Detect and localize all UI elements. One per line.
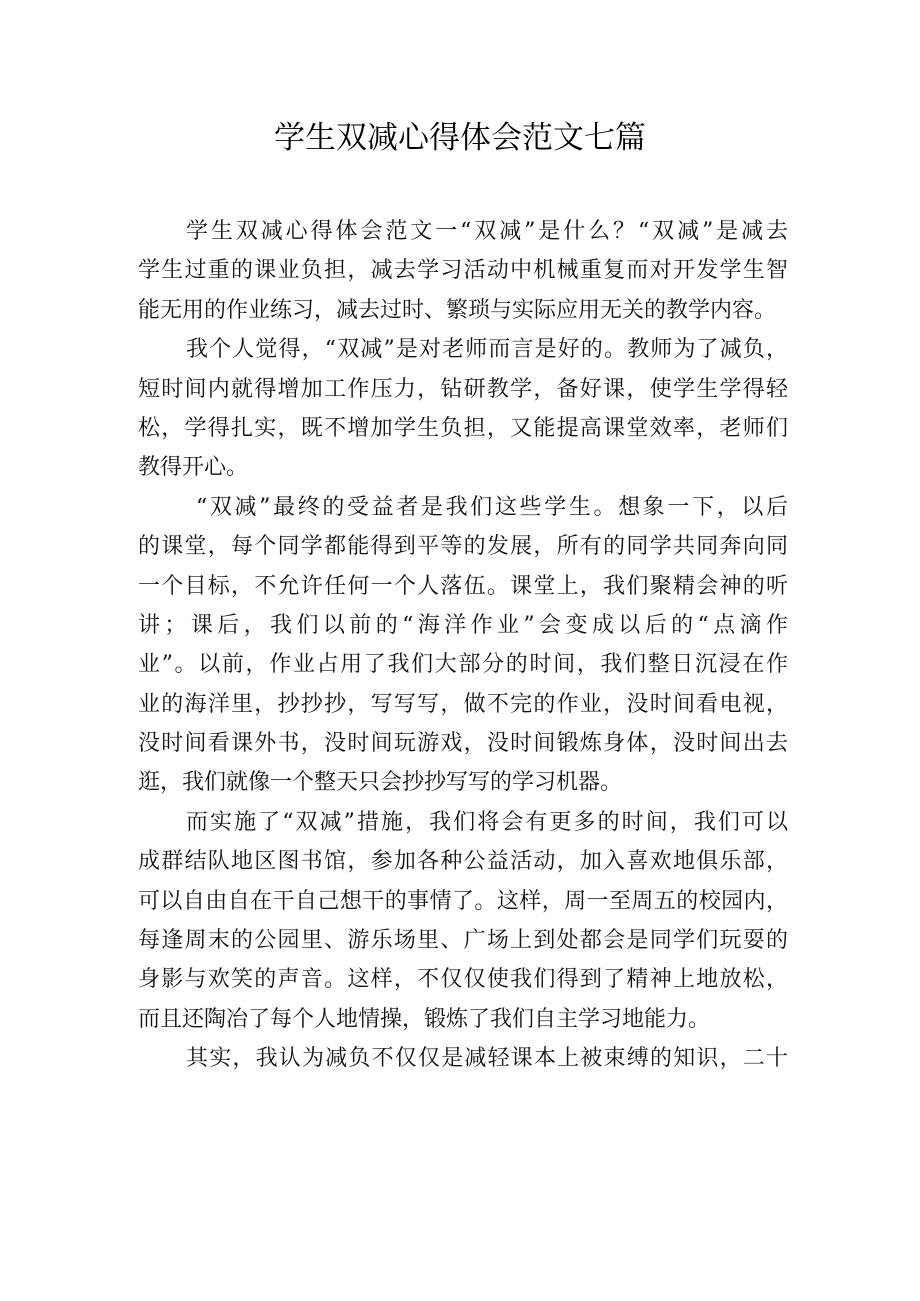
paragraph-line: 可以自由自在干自己想干的事情了。这样，周一至周五的校园内，: [138, 888, 788, 914]
paragraph: [138, 1039, 798, 1078]
paragraph: [138, 488, 798, 803]
paragraph-line: 而且还陶冶了每个人地情操，锻炼了我们自主学习地能力。: [138, 1006, 711, 1032]
paragraph-line: 讲；课后，我们以前的“海洋作业”会变成以后的“点滴作: [138, 612, 788, 638]
paragraph-line: 学生双减心得体会范文一“双减”是什么？“双减”是减去: [186, 219, 788, 244]
document-body: [138, 212, 798, 1079]
paragraph-line: 成群结队地区图书馆，参加各种公益活动，加入喜欢地俱乐部，: [138, 849, 788, 875]
paragraph-line: 教得开心。: [138, 455, 249, 481]
paragraph: [138, 330, 798, 488]
paragraph-line: 业的海洋里，抄抄抄，写写写，做不完的作业，没时间看电视，: [138, 691, 788, 717]
paragraph-line: 一个目标，不允许任何一个人落伍。课堂上，我们聚精会神的听: [138, 573, 788, 599]
paragraph-line: 每逢周末的公园里、游乐场里、广场上到处都会是同学们玩耍的: [138, 928, 788, 954]
paragraph: [138, 803, 798, 1039]
paragraph-line: 能无用的作业练习，减去过时、繁琐与实际应用无关的教学内容。: [138, 297, 777, 323]
paragraph-line: 我个人觉得，“双减”是对老师而言是好的。教师为了减负，: [186, 337, 788, 363]
paragraph-line: 松，学得扎实，既不增加学生负担，又能提高课堂效率，老师们: [138, 415, 788, 441]
document-title: 学生双减心得体会范文七篇: [274, 120, 646, 156]
paragraph: [138, 212, 798, 330]
paragraph-line: 学生过重的课业负担，减去学习活动中机械重复而对开发学生智: [138, 258, 788, 284]
paragraph-line: 的课堂，每个同学都能得到平等的发展，所有的同学共同奔向同: [138, 534, 788, 560]
paragraph-line: 身影与欢笑的声音。这样，不仅仅使我们得到了精神上地放松，: [138, 967, 788, 993]
paragraph-line: 其实，我认为减负不仅仅是减轻课本上被束缚的知识，二十: [186, 1046, 788, 1072]
paragraph-line: 而实施了“双减”措施，我们将会有更多的时间，我们可以: [186, 809, 788, 835]
paragraph-line: 没时间看课外书，没时间玩游戏，没时间锻炼身体，没时间出去: [138, 731, 788, 757]
paragraph-line: 业”。以前，作业占用了我们大部分的时间，我们整日沉浸在作: [138, 652, 788, 678]
paragraph-line: 逛，我们就像一个整天只会抄抄写写的学习机器。: [138, 770, 623, 796]
paragraph-line: “双减”最终的受益者是我们这些学生。想象一下，以后: [196, 494, 788, 520]
paragraph-line: 短时间内就得增加工作压力，钻研教学，备好课，使学生学得轻: [138, 376, 788, 402]
